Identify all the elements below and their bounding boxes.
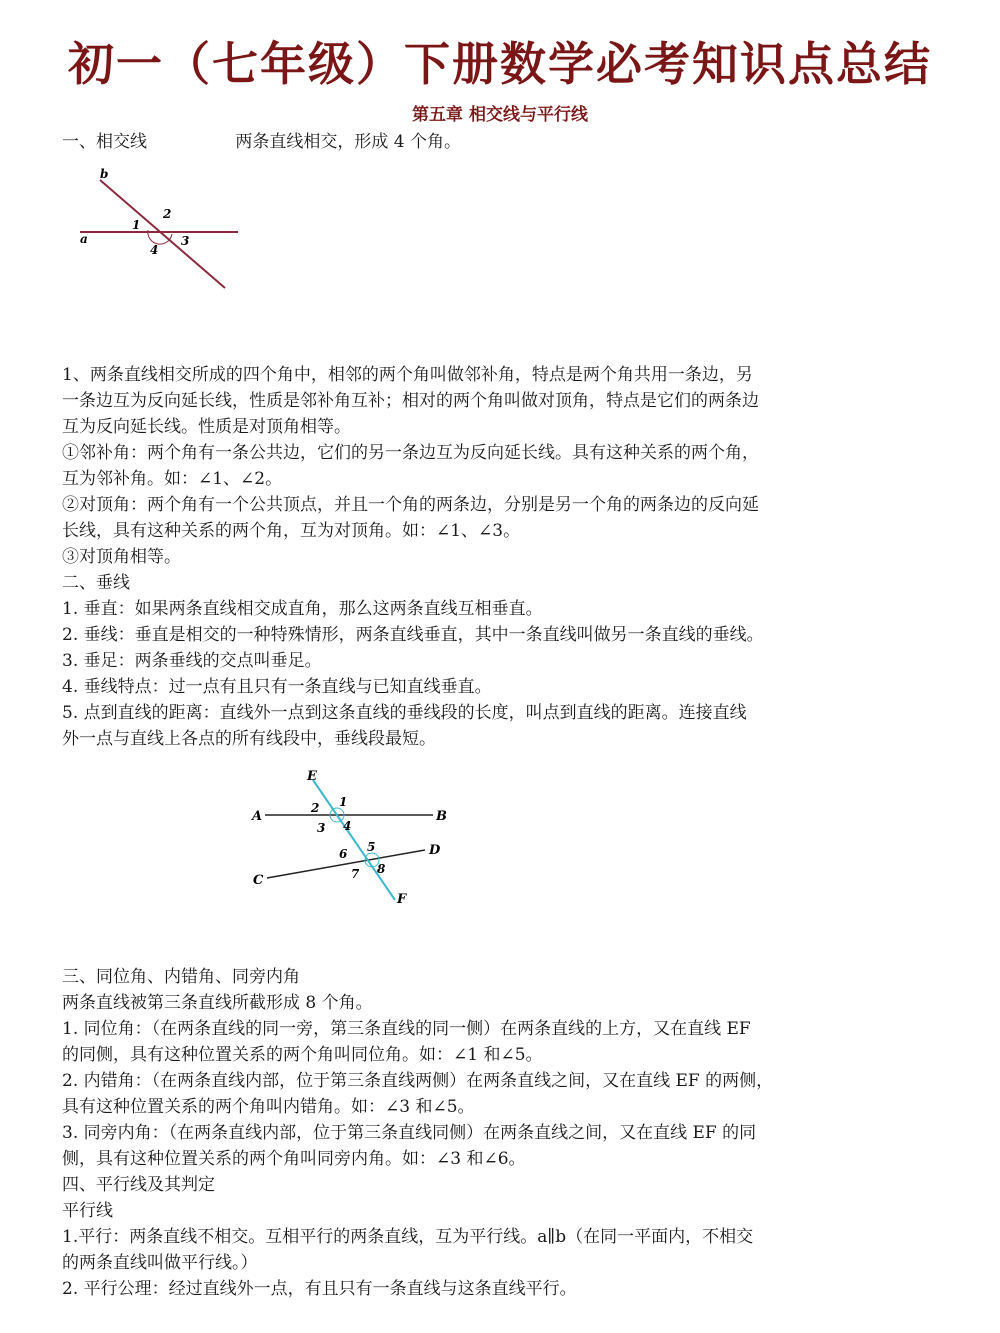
label-angle1: 1 [132, 218, 141, 232]
label-b: b [100, 167, 109, 181]
label-C: C [253, 873, 264, 888]
text-line: 两条直线被第三条直线所截形成 8 个角。 [62, 993, 373, 1013]
text-line: 长线，具有这种关系的两个角，互为对顶角。如：∠1、∠3。 [62, 521, 521, 541]
text-line: ①邻补角：两个角有一条公共边，它们的另一条边互为反向延长线。具有这种关系的两个角， [62, 443, 759, 463]
angle-label-8: 8 [377, 862, 386, 876]
section-intersecting-lines [62, 127, 461, 152]
label-a: a [80, 232, 88, 246]
page-title: 初一（七年级）下册数学必考知识点总结 [68, 37, 932, 91]
text-line: 1、两条直线相交所成的四个角中，相邻的两个角叫做邻补角，特点是两个角共用一条边，另 [62, 365, 753, 385]
text-line: 具有这种位置关系的两个角叫内错角。如：∠3 和∠5。 [62, 1097, 475, 1117]
text-line: 2. 垂线：垂直是相交的一种特殊情形，两条直线垂直，其中一条直线叫做另一条直线的垂线。 [62, 625, 764, 645]
angle-label-7: 7 [351, 867, 360, 881]
text-line: 5. 点到直线的距离：直线外一点到这条直线的垂线段的长度，叫点到直线的距离。连接直线 [62, 703, 747, 723]
section-heading: 三、同位角、内错角、同旁内角 [62, 967, 300, 987]
text-line: 2. 内错角：（在两条直线内部，位于第三条直线两侧）在两条直线之间，又在直线 EF 的两侧， [62, 1071, 774, 1091]
text-line: 的两条直线叫做平行线。） [62, 1253, 258, 1273]
text-line: 3. 同旁内角：（在两条直线内部，位于第三条直线同侧）在两条直线之间，又在直线 EF 的同 [62, 1123, 757, 1143]
angle-label-4: 4 [343, 819, 352, 833]
text-line: 互为反向延长线。性质是对顶角相等。 [62, 417, 351, 437]
text-line: ②对顶角：两个角有一个公共顶点，并且一个角的两条边，分别是另一个角的两条边的反向延 [62, 495, 759, 515]
angle-label-1: 1 [339, 795, 348, 809]
text-line: ③对顶角相等。 [62, 547, 181, 567]
line-b [100, 180, 225, 288]
label-D: D [429, 843, 441, 858]
angle-label-3: 3 [317, 821, 326, 835]
text-line: 互为邻补角。如：∠1、∠2。 [62, 469, 283, 489]
intersecting-lines-figure [70, 160, 250, 300]
text-line: 3. 垂足：两条垂线的交点叫垂足。 [62, 651, 322, 671]
transversal-figure [245, 768, 465, 913]
label-E: E [307, 769, 317, 784]
section-heading: 四、平行线及其判定 [62, 1175, 215, 1195]
section-heading: 二、垂线 [62, 573, 130, 593]
line-ef [313, 780, 395, 900]
label-angle4: 4 [150, 243, 159, 257]
text-line: 1.平行：两条直线不相交。互相平行的两条直线，互为平行线。a∥b（在同一平面内，不相交 [62, 1227, 754, 1247]
text-line: 2. 平行公理：经过直线外一点，有且只有一条直线与这条直线平行。 [62, 1279, 577, 1299]
text-line: 一条边互为反向延长线，性质是邻补角互补；相对的两个角叫做对顶角，特点是它们的两条边 [62, 391, 759, 411]
subsection-heading: 平行线 [62, 1201, 113, 1221]
label-A: A [252, 809, 263, 824]
label-B: B [436, 809, 447, 824]
text-line: 外一点与直线上各点的所有线段中，垂线段最短。 [62, 729, 436, 749]
text-line: 的同侧，具有这种位置关系的两个角叫同位角。如：∠1 和∠5。 [62, 1045, 543, 1065]
chapter-heading: 第五章 相交线与平行线 [412, 105, 588, 125]
label-angle2: 2 [163, 207, 172, 221]
angle-label-6: 6 [339, 847, 348, 861]
text-line: 侧，具有这种位置关系的两个角叫同旁内角。如：∠3 和∠6。 [62, 1149, 526, 1169]
angle-label-2: 2 [311, 801, 320, 815]
section-note: 两条直线相交，形成 4 个角。 [235, 132, 462, 152]
label-F: F [397, 892, 407, 907]
section-heading: 一、相交线 [62, 132, 147, 152]
text-line: 1. 垂直：如果两条直线相交成直角，那么这两条直线互相垂直。 [62, 599, 543, 619]
text-line: 4. 垂线特点：过一点有且只有一条直线与已知直线垂直。 [62, 677, 492, 697]
angle-label-5: 5 [367, 840, 376, 854]
text-line: 1. 同位角：（在两条直线的同一旁，第三条直线的同一侧）在两条直线的上方，又在直线 EF [62, 1019, 751, 1039]
label-angle3: 3 [181, 234, 190, 248]
